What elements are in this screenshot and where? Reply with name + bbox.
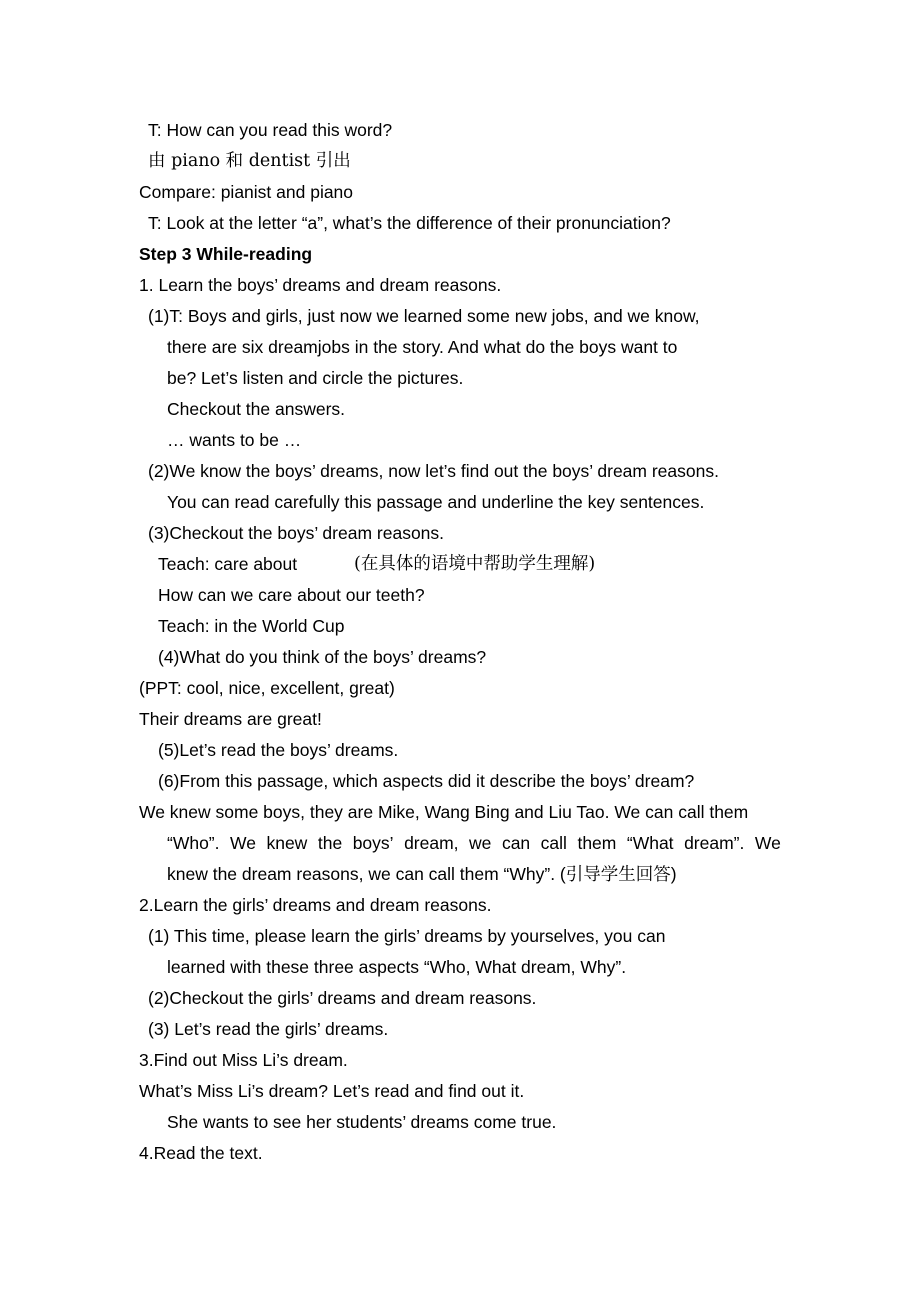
word: call <box>540 833 567 853</box>
text-line: 4.Read the text. <box>139 1143 263 1163</box>
word: “Who”. <box>167 833 220 853</box>
word: we <box>469 833 492 853</box>
text-line: Teach: in the World Cup <box>158 616 345 636</box>
text-line: (3) Let’s read the girls’ dreams. <box>148 1019 389 1039</box>
text-line: Teach: care about <box>158 554 298 574</box>
word: dream”. <box>684 833 745 853</box>
text-line: (PPT: cool, nice, excellent, great) <box>139 678 395 698</box>
section-heading: Step 3 While-reading <box>139 244 313 264</box>
text-line: What’s Miss Li’s dream? Let’s read and find out it. <box>139 1081 525 1101</box>
text-line: (2)We know the boys’ dreams, now let’s find out the boys’ dream reasons. <box>148 461 719 481</box>
text-line: there are six dreamjobs in the story. And what do the boys want to <box>167 337 678 357</box>
text-line: 2.Learn the girls’ dreams and dream reasons. <box>139 895 492 915</box>
text-line: 1. Learn the boys’ dreams and dream reasons. <box>139 275 502 295</box>
text-line: T: How can you read this word? <box>148 120 393 140</box>
text-line: be? Let’s listen and circle the pictures. <box>167 368 464 388</box>
text-line: Their dreams are great! <box>139 709 322 729</box>
text-line: 由 piano 和 dentist 引出 <box>148 151 351 171</box>
word: can <box>501 833 531 853</box>
word: We <box>754 833 781 853</box>
text-line: We knew some boys, they are Mike, Wang Bing and Liu Tao. We can call them <box>139 802 749 822</box>
text-line: (4)What do you think of the boys’ dreams? <box>158 647 487 667</box>
text-line: (3)Checkout the boys’ dream reasons. <box>148 523 445 543</box>
text-line: (2)Checkout the girls’ dreams and dream reasons. <box>148 988 537 1008</box>
text-line: (1)T: Boys and girls, just now we learned some new jobs, and we know, <box>148 306 700 326</box>
word: We <box>230 833 256 853</box>
text-line: You can read carefully this passage and underline the key sentences. <box>167 492 705 512</box>
word: “What <box>626 833 674 853</box>
text-line: She wants to see her students’ dreams come true. <box>167 1112 557 1132</box>
text-line: … wants to be … <box>167 430 302 450</box>
word: boys’ <box>352 833 394 853</box>
text-line-justified <box>167 832 781 854</box>
text-line: (5)Let’s read the boys’ dreams. <box>158 740 399 760</box>
text-line: knew the dream reasons, we can call them “Why”. (引导学生回答) <box>167 864 677 884</box>
word: the <box>317 833 343 853</box>
text-line: Compare: pianist and piano <box>139 182 354 202</box>
text-note: (在具体的语境中帮助学生理解) <box>354 554 596 574</box>
text-line: T: Look at the letter “a”, what’s the difference of their pronunciation? <box>148 213 671 233</box>
text-line: (6)From this passage, which aspects did it describe the boys’ dream? <box>158 771 695 791</box>
text-line: Checkout the answers. <box>167 399 346 419</box>
text-line: (1) This time, please learn the girls’ dreams by yourselves, you can <box>148 926 666 946</box>
word: dream, <box>404 833 459 853</box>
text-line: 3.Find out Miss Li’s dream. <box>139 1050 348 1070</box>
word: them <box>577 833 617 853</box>
text-line: How can we care about our teeth? <box>158 585 425 605</box>
text-line: learned with these three aspects “Who, What dream, Why”. <box>167 957 627 977</box>
word: knew <box>266 833 308 853</box>
